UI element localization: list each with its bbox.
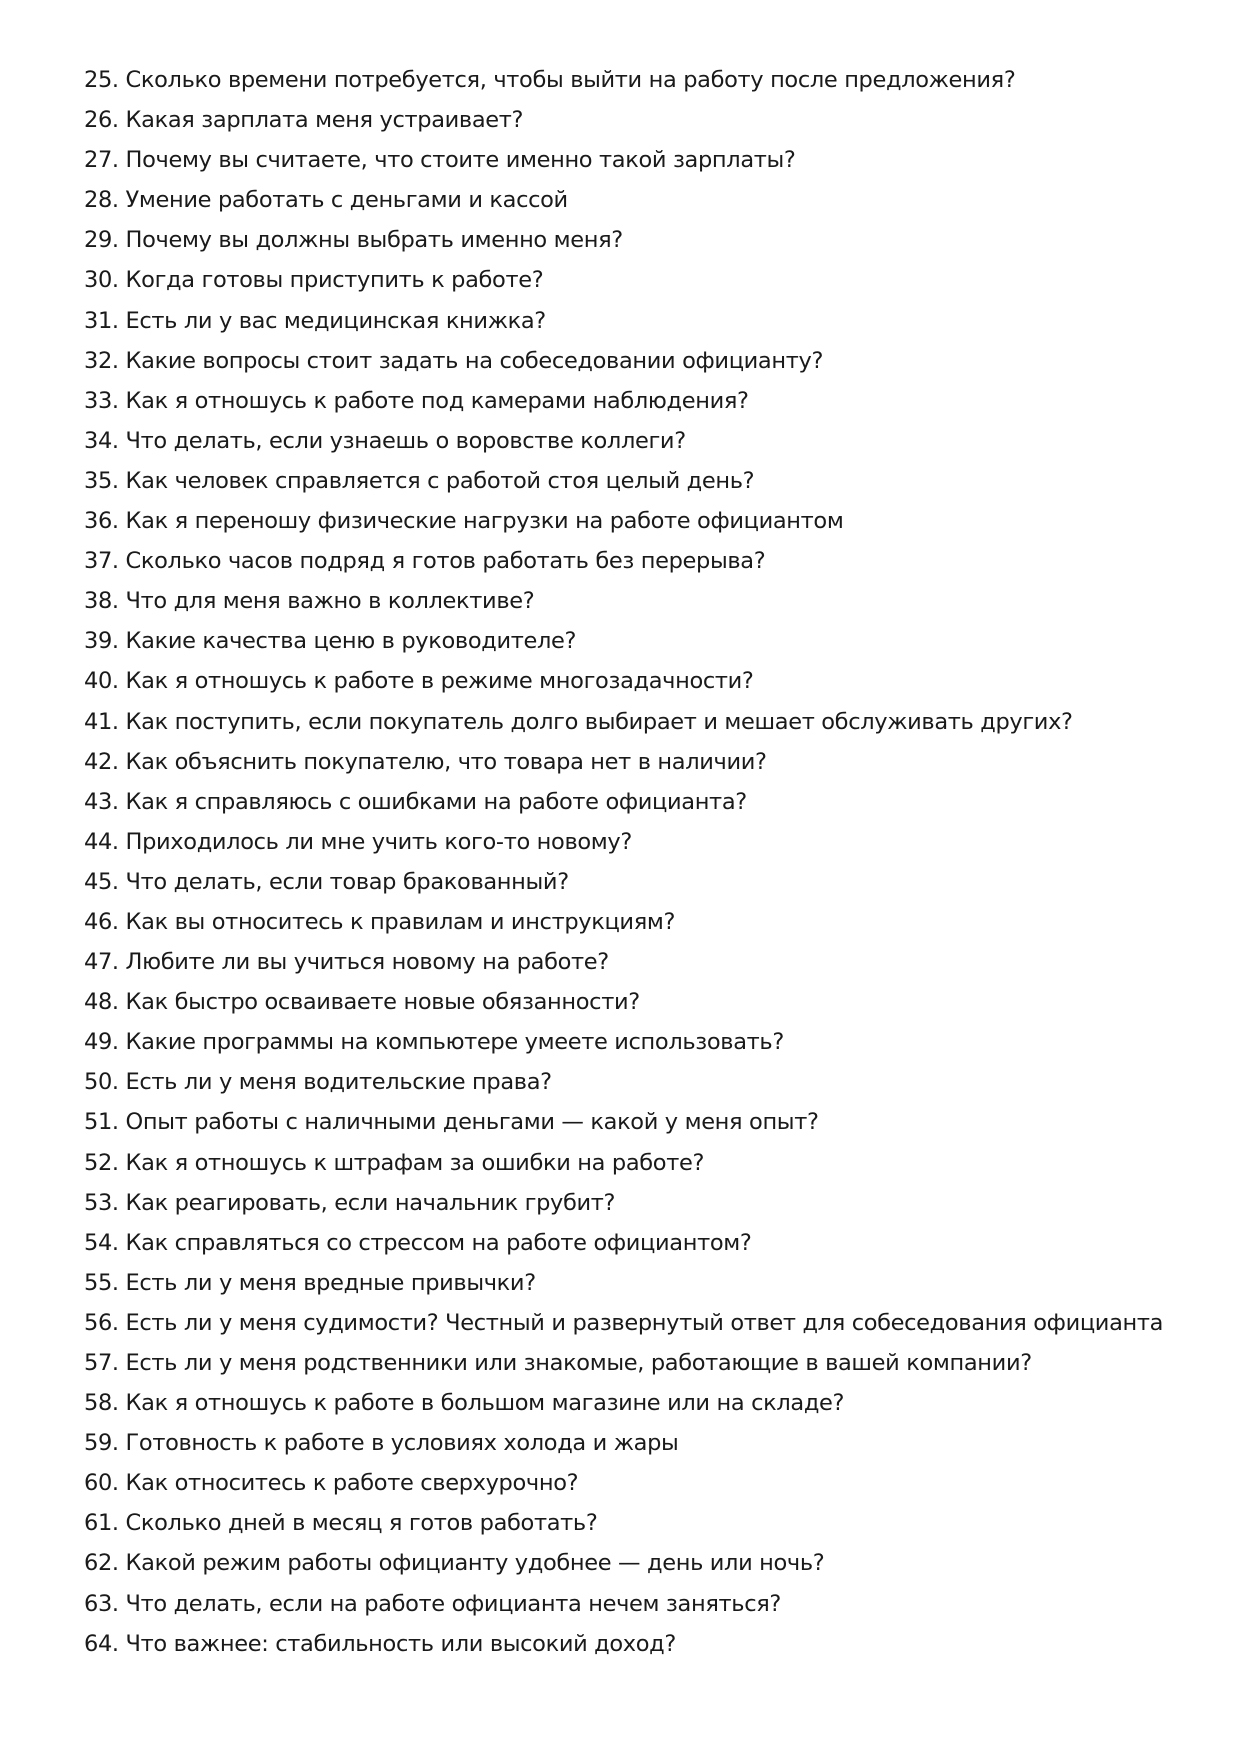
list-item: 43. Как я справляюсь с ошибками на работе официанта?: [84, 788, 747, 815]
list-item: 56. Есть ли у меня судимости? Честный и развернутый ответ для собеседования официанта: [84, 1309, 1164, 1336]
list-item: 25. Сколько времени потребуется, чтобы выйти на работу после предложения?: [84, 67, 1016, 93]
list-item: 51. Опыт работы с наличными деньгами — какой у меня опыт?: [84, 1109, 819, 1136]
list-item: 39. Какие качества ценю в руководителе?: [84, 628, 577, 655]
list-item: 36. Как я переношу физические нагрузки на работе официантом: [84, 508, 844, 535]
list-item: 62. Какой режим работы официанту удобнее — день или ночь?: [84, 1550, 825, 1577]
list-item: 46. Как вы относитесь к правилам и инструкциям?: [84, 908, 676, 935]
question-list: [84, 60, 1204, 1664]
list-item: 29. Почему вы должны выбрать именно меня?: [84, 227, 623, 254]
list-item: 30. Когда готовы приступить к работе?: [84, 267, 544, 294]
list-item: 27. Почему вы считаете, что стоите именно такой зарплаты?: [84, 147, 796, 174]
list-item: 50. Есть ли у меня водительские права?: [84, 1069, 552, 1096]
list-item: 58. Как я отношусь к работе в большом магазине или на складе?: [84, 1390, 845, 1417]
list-item: 26. Какая зарплата меня устраивает?: [84, 107, 524, 134]
list-item: 63. Что делать, если на работе официанта нечем заняться?: [84, 1590, 781, 1617]
list-item: 44. Приходилось ли мне учить кого-то новому?: [84, 828, 632, 855]
list-item: 34. Что делать, если узнаешь о воровстве коллеги?: [84, 427, 686, 454]
list-item: 60. Как относитесь к работе сверхурочно?: [84, 1470, 579, 1497]
list-item: 64. Что важнее: стабильность или высокий доход?: [84, 1630, 676, 1657]
list-item: 33. Как я отношусь к работе под камерами наблюдения?: [84, 387, 749, 414]
list-item: 61. Сколько дней в месяц я готов работать?: [84, 1510, 598, 1537]
list-item: 54. Как справляться со стрессом на работе официантом?: [84, 1229, 752, 1256]
list-item: 59. Готовность к работе в условиях холода и жары: [84, 1430, 679, 1457]
list-item: 48. Как быстро осваиваете новые обязанности?: [84, 989, 640, 1016]
list-item: 41. Как поступить, если покупатель долго выбирает и мешает обслуживать других?: [84, 708, 1073, 735]
list-item: 57. Есть ли у меня родственники или знакомые, работающие в вашей компании?: [84, 1350, 1032, 1376]
list-item: 32. Какие вопросы стоит задать на собеседовании официанту?: [84, 347, 824, 374]
list-item: 52. Как я отношусь к штрафам за ошибки на работе?: [84, 1149, 705, 1176]
document-page: [84, 60, 1204, 1664]
list-item: 53. Как реагировать, если начальник грубит?: [84, 1189, 616, 1216]
list-item: 42. Как объяснить покупателю, что товара нет в наличии?: [84, 748, 767, 775]
list-item: 47. Любите ли вы учиться новому на работе?: [84, 949, 609, 976]
list-item: 28. Умение работать с деньгами и кассой: [84, 187, 568, 214]
list-item: 35. Как человек справляется с работой стоя целый день?: [84, 467, 755, 494]
list-item: 49. Какие программы на компьютере умеете использовать?: [84, 1029, 784, 1056]
list-item: 55. Есть ли у меня вредные привычки?: [84, 1269, 536, 1296]
list-item: 40. Как я отношусь к работе в режиме многозадачности?: [84, 668, 754, 695]
list-item: 38. Что для меня важно в коллективе?: [84, 588, 535, 615]
list-item: 31. Есть ли у вас медицинская книжка?: [84, 307, 546, 334]
list-item: 37. Сколько часов подряд я готов работать без перерыва?: [84, 548, 766, 575]
list-item: 45. Что делать, если товар бракованный?: [84, 868, 569, 895]
